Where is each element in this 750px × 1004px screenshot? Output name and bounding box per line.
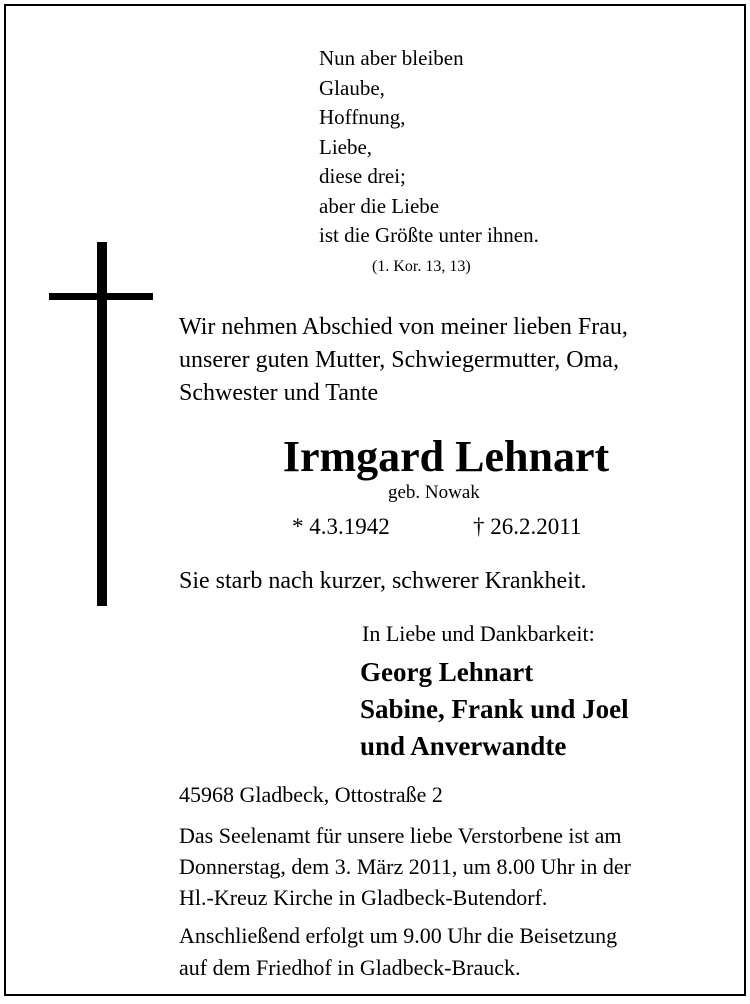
verse-line: diese drei;: [319, 164, 406, 188]
deceased-name: Irmgard Lehnart: [282, 432, 610, 481]
burial-line: Anschließend erfolgt um 9.00 Uhr die Beisetzung: [179, 923, 618, 948]
service-line: Donnerstag, dem 3. März 2011, um 8.00 Uhr in der: [179, 854, 631, 879]
death-note: Sie starb nach kurzer, schwerer Krankheit.: [179, 568, 587, 594]
family-address: 45968 Gladbeck, Ottostraße 2: [179, 782, 443, 807]
mourners-list: [360, 654, 629, 765]
verse-line: ist die Größte unter ihnen.: [319, 223, 539, 247]
verse-line: Liebe,: [319, 134, 373, 159]
mourner-name: Sabine, Frank und Joel: [360, 694, 629, 724]
latin-cross-icon: [49, 242, 159, 612]
gratitude-line: In Liebe und Dankbarkeit:: [362, 621, 595, 646]
verse-line: aber die Liebe: [319, 193, 440, 218]
mourner-name: und Anverwandte: [360, 731, 567, 761]
farewell-intro: [179, 311, 628, 410]
verse-line: Nun aber bleiben: [319, 46, 464, 70]
burial-line: auf dem Friedhof in Gladbeck-Brauck.: [179, 955, 521, 980]
mourner-name: Georg Lehnart: [360, 657, 534, 687]
bible-verse: [319, 44, 539, 251]
service-line: Das Seelenamt für unsere liebe Verstorbene ist am: [179, 823, 622, 848]
verse-reference: (1. Kor. 13, 13): [372, 258, 471, 275]
obituary-notice: [4, 4, 746, 996]
intro-line: unserer guten Mutter, Schwiegermutter, Oma,: [179, 347, 619, 373]
funeral-service-info: [179, 820, 631, 913]
service-line: Hl.-Kreuz Kirche in Gladbeck-Butendorf.: [179, 885, 548, 910]
verse-line: Glaube,: [319, 75, 385, 100]
maiden-name: geb. Nowak: [388, 482, 480, 503]
intro-line: Schwester und Tante: [179, 380, 379, 406]
death-date: † 26.2.2011: [473, 514, 582, 539]
burial-info: [179, 920, 617, 984]
intro-line: Wir nehmen Abschied von meiner lieben Frau,: [179, 314, 628, 340]
birth-date: * 4.3.1942: [292, 514, 390, 539]
cross-horizontal-beam: [49, 293, 153, 300]
verse-line: Hoffnung,: [319, 105, 406, 129]
